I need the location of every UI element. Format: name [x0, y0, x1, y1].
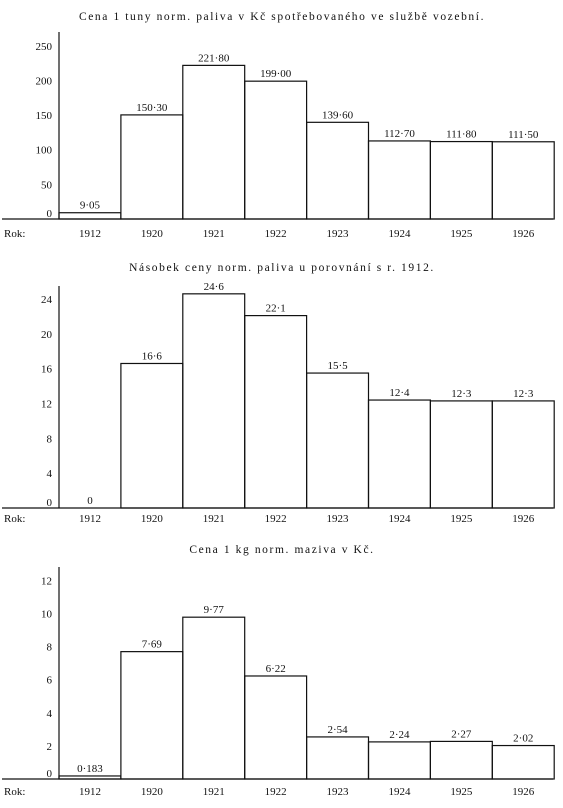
x-tick-label-1924: 1924: [388, 513, 411, 525]
bar-1912: [59, 213, 121, 219]
x-tick-label-1922: 1922: [264, 786, 287, 798]
data-label-1925: 12·3: [451, 387, 472, 400]
y-tick-label: 100: [35, 144, 52, 157]
bar-1921: [183, 294, 245, 508]
bar-1925: [430, 142, 492, 219]
bar-1923: [307, 373, 369, 508]
chart-lubricant-price-svg: [0, 533, 563, 803]
bar-1920: [121, 652, 183, 779]
data-label-1924: 12·4: [389, 387, 410, 400]
data-label-1912: 9·05: [79, 199, 101, 212]
x-tick-label-1924: 1924: [388, 786, 411, 798]
x-tick-label-1926: 1926: [512, 228, 535, 240]
bar-1922: [245, 81, 307, 219]
y-tick-label: 4: [46, 468, 52, 481]
x-tick-label-1926: 1926: [512, 786, 535, 798]
x-tick-label-1922: 1922: [264, 513, 287, 525]
x-tick-label-1922: 1922: [264, 228, 287, 240]
data-label-1920: 150·30: [136, 101, 168, 114]
x-tick-label-1912: 1912: [78, 228, 101, 240]
data-label-1926: 12·3: [513, 387, 534, 400]
data-label-1926: 2·02: [513, 732, 534, 745]
y-tick-label: 10: [41, 608, 52, 621]
x-tick-label-1920: 1920: [140, 228, 163, 240]
data-label-1923: 2·54: [327, 723, 348, 736]
data-label-1921: 9·77: [203, 604, 224, 617]
bar-1921: [183, 65, 245, 219]
y-tick-label: 8: [46, 641, 52, 654]
chart-fuel-price: [0, 0, 563, 250]
bar-1922: [245, 676, 307, 779]
x-tick-label-1926: 1926: [512, 513, 535, 525]
chart-fuel-multiple-svg: [0, 252, 563, 529]
data-label-1925: 2·27: [451, 728, 472, 741]
x-tick-label-1920: 1920: [140, 786, 163, 798]
x-tick-label-1923: 1923: [326, 513, 349, 525]
y-tick-label: 200: [35, 75, 52, 88]
x-tick-label-1921: 1921: [202, 513, 225, 525]
x-tick-label-1923: 1923: [326, 786, 349, 798]
y-tick-label: 250: [35, 40, 52, 53]
x-tick-label-1912: 1912: [78, 513, 101, 525]
y-tick-label: 0: [46, 208, 52, 220]
y-tick-label: 16: [41, 363, 52, 376]
x-tick-label-1925: 1925: [450, 786, 473, 798]
bar-1920: [121, 115, 183, 219]
chart-title: Násobek ceny norm. paliva u porovnání s r. 1912.: [129, 262, 435, 274]
x-tick-label-1925: 1925: [450, 513, 473, 525]
data-label-1922: 6·22: [265, 662, 286, 675]
bar-1922: [245, 316, 307, 508]
y-tick-label: 150: [35, 110, 52, 123]
data-label-1923: 139·60: [321, 109, 354, 122]
data-label-1923: 15·5: [327, 360, 348, 373]
bar-1924: [369, 141, 431, 219]
bar-1924: [369, 400, 431, 508]
bar-1923: [307, 122, 369, 219]
bar-1925: [430, 401, 492, 508]
bar-1925: [430, 741, 492, 779]
bar-1924: [369, 742, 431, 779]
data-label-1920: 7·69: [141, 638, 162, 651]
bar-1921: [183, 617, 245, 779]
x-axis-label: Rok:: [4, 786, 26, 798]
data-label-1921: 221·80: [198, 52, 230, 65]
x-tick-label-1924: 1924: [388, 228, 411, 240]
chart-fuel-price-svg: [0, 0, 563, 250]
data-label-1922: 22·1: [265, 302, 286, 315]
bar-1920: [121, 363, 183, 508]
y-tick-label: 12: [41, 575, 52, 588]
x-tick-label-1921: 1921: [202, 786, 225, 798]
data-label-1920: 16·6: [141, 350, 162, 363]
y-tick-label: 50: [41, 179, 52, 192]
y-tick-label: 6: [46, 674, 52, 687]
x-tick-label-1912: 1912: [78, 786, 101, 798]
y-tick-label: 12: [41, 398, 52, 411]
data-label-1912: 0·183: [77, 762, 103, 775]
x-axis-label: Rok:: [4, 228, 26, 240]
chart-lubricant-price: [0, 533, 563, 803]
bar-1912: [59, 776, 121, 779]
chart-title: Cena 1 kg norm. maziva v Kč.: [189, 544, 375, 556]
y-tick-label: 0: [46, 497, 52, 509]
bar-1923: [307, 737, 369, 779]
chart-title: Cena 1 tuny norm. paliva v Kč spotřebovaného ve službě vozební.: [78, 11, 486, 23]
chart-fuel-multiple: [0, 252, 563, 529]
bar-1926: [492, 746, 554, 779]
y-tick-label: 4: [46, 707, 52, 720]
y-tick-label: 8: [46, 433, 52, 446]
y-tick-label: 0: [46, 768, 52, 780]
data-label-1912: 0: [87, 495, 93, 507]
x-tick-label-1925: 1925: [450, 228, 473, 240]
x-tick-label-1921: 1921: [202, 228, 225, 240]
y-tick-label: 24: [41, 294, 52, 307]
data-label-1921: 24·6: [203, 280, 224, 293]
x-axis-label: Rok:: [4, 513, 26, 525]
y-tick-label: 20: [41, 328, 52, 341]
bar-1926: [492, 401, 554, 508]
y-tick-label: 2: [46, 740, 52, 753]
bar-1926: [492, 142, 554, 219]
data-label-1926: 111·50: [508, 128, 539, 141]
x-tick-label-1920: 1920: [140, 513, 163, 525]
data-label-1925: 111·80: [446, 128, 477, 141]
data-label-1924: 112·70: [384, 127, 415, 140]
data-label-1924: 2·24: [389, 728, 410, 741]
data-label-1922: 199·00: [260, 68, 292, 81]
x-tick-label-1923: 1923: [326, 228, 349, 240]
